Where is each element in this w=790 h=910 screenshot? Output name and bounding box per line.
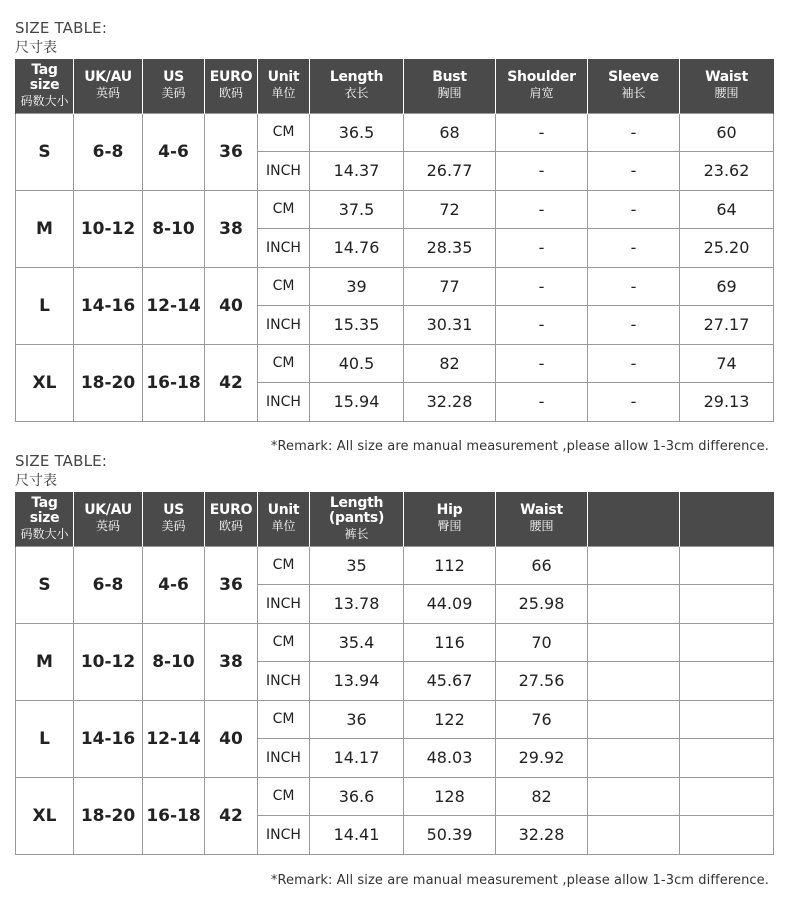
- measurement-cell: 68: [404, 113, 496, 152]
- measurement-cell: 23.62: [680, 152, 774, 191]
- measurement-cell: 13.78: [310, 585, 404, 624]
- euro-cell: 38: [205, 623, 258, 700]
- column-header-label-cn: 码数大小: [20, 93, 69, 108]
- size-table-bottom: [15, 451, 773, 855]
- us-cell: 8-10: [143, 190, 205, 267]
- measurement-cell: 48.03: [404, 739, 496, 778]
- column-header-label-cn: 袖长: [621, 86, 646, 101]
- unit-cell: INCH: [258, 383, 310, 422]
- measurement-cell: [680, 777, 774, 816]
- unit-cell: INCH: [258, 306, 310, 345]
- column-header-label: Sleeve: [608, 69, 659, 86]
- measurement-cell: 27.17: [680, 306, 774, 345]
- column-header: [143, 492, 205, 546]
- unit-cell: INCH: [258, 662, 310, 701]
- unit-cell: CM: [258, 777, 310, 816]
- column-header-label-cn: 肩宽: [529, 86, 554, 101]
- unit-cell: CM: [258, 113, 310, 152]
- measurement-cell: [588, 546, 680, 585]
- column-header: [310, 59, 404, 113]
- uk-au-cell: 6-8: [74, 113, 143, 190]
- measurement-cell: 72: [404, 190, 496, 229]
- column-header-label: Length: [329, 494, 384, 511]
- table-row: [16, 777, 774, 816]
- measurement-cell: 14.37: [310, 152, 404, 191]
- measurement-cell: 30.31: [404, 306, 496, 345]
- euro-cell: 42: [205, 777, 258, 854]
- measurement-cell: -: [496, 306, 588, 345]
- us-cell: 12-14: [143, 267, 205, 344]
- unit-cell: INCH: [258, 152, 310, 191]
- column-header-label-cn: 欧码: [218, 519, 243, 534]
- measurement-cell: 15.35: [310, 306, 404, 345]
- measurement-cell: [680, 700, 774, 739]
- remark-note: *Remark: All size are manual measurement ,please allow 1-3cm difference.: [270, 873, 769, 888]
- uk-au-cell: 18-20: [74, 777, 143, 854]
- measurement-cell: 35: [310, 546, 404, 585]
- column-header: [16, 492, 74, 546]
- column-header: [258, 492, 310, 546]
- column-header: [496, 59, 588, 113]
- size-table-title-cn: 尺寸表: [15, 40, 57, 56]
- measurement-cell: [680, 585, 774, 624]
- measurement-cell: 40.5: [310, 344, 404, 383]
- uk-au-cell: 18-20: [74, 344, 143, 421]
- unit-cell: INCH: [258, 229, 310, 268]
- size-table-title: SIZE TABLE:: [15, 19, 108, 37]
- measurement-cell: -: [588, 306, 680, 345]
- measurement-cell: 32.28: [496, 816, 588, 855]
- us-cell: 12-14: [143, 700, 205, 777]
- column-header: [143, 59, 205, 113]
- column-header-label: Tag size: [29, 61, 60, 93]
- measurement-cell: 116: [404, 623, 496, 662]
- unit-cell: CM: [258, 190, 310, 229]
- measurement-cell: -: [496, 113, 588, 152]
- table-row: [16, 700, 774, 739]
- measurement-cell: 14.17: [310, 739, 404, 778]
- column-header-label: Waist: [705, 69, 748, 86]
- column-header-label-cn: 胸围: [437, 86, 462, 101]
- column-header-label: Waist: [520, 502, 563, 519]
- measurement-cell: 26.77: [404, 152, 496, 191]
- measurement-cell: 50.39: [404, 816, 496, 855]
- column-header: [496, 492, 588, 546]
- measurement-cell: 25.98: [496, 585, 588, 624]
- column-header-label: UK/AU: [84, 502, 132, 519]
- column-header-label-cn: 单位: [271, 86, 296, 101]
- column-header-label: Unit: [267, 502, 300, 519]
- column-header-label: EURO: [209, 69, 253, 86]
- measurement-cell: 60: [680, 113, 774, 152]
- measurement-cell: -: [588, 113, 680, 152]
- uk-au-cell: 10-12: [74, 623, 143, 700]
- measurement-cell: -: [496, 267, 588, 306]
- unit-cell: CM: [258, 700, 310, 739]
- column-header: [404, 59, 496, 113]
- size-cell: S: [16, 546, 74, 623]
- column-header-label-cn: 英码: [95, 86, 120, 101]
- measurement-cell: [588, 700, 680, 739]
- measurement-cell: -: [588, 383, 680, 422]
- column-header-label: Bust: [432, 69, 467, 86]
- euro-cell: 40: [205, 267, 258, 344]
- column-header: [74, 59, 143, 113]
- measurement-cell: -: [496, 344, 588, 383]
- measurement-cell: [588, 777, 680, 816]
- measurement-cell: -: [588, 267, 680, 306]
- table-row: [16, 546, 774, 585]
- measurement-cell: 45.67: [404, 662, 496, 701]
- measurement-cell: 39: [310, 267, 404, 306]
- measurement-cell: 66: [496, 546, 588, 585]
- measurement-cell: 82: [496, 777, 588, 816]
- measurement-cell: 122: [404, 700, 496, 739]
- measurement-cell: [680, 739, 774, 778]
- unit-cell: CM: [258, 267, 310, 306]
- measurement-cell: [680, 546, 774, 585]
- uk-au-cell: 14-16: [74, 700, 143, 777]
- table-row: [16, 623, 774, 662]
- us-cell: 8-10: [143, 623, 205, 700]
- column-header-label: Hip: [436, 502, 463, 519]
- size-cell: XL: [16, 344, 74, 421]
- table-row: [16, 267, 774, 306]
- measurement-cell: 37.5: [310, 190, 404, 229]
- measurement-cell: [588, 623, 680, 662]
- column-header-label-cn: 美码: [161, 519, 186, 534]
- column-header-label-cn: 臀围: [437, 519, 462, 534]
- euro-cell: 40: [205, 700, 258, 777]
- measurement-cell: -: [496, 152, 588, 191]
- column-header: [74, 492, 143, 546]
- size-cell: L: [16, 700, 74, 777]
- unit-cell: INCH: [258, 585, 310, 624]
- column-header-label: Length: [329, 69, 384, 86]
- euro-cell: 38: [205, 190, 258, 267]
- size-table-title: SIZE TABLE:: [15, 452, 108, 470]
- column-header-label-cn: 码数大小: [20, 526, 69, 541]
- column-header-label-cn: 欧码: [218, 86, 243, 101]
- measurement-cell: 28.35: [404, 229, 496, 268]
- measurement-cell: 128: [404, 777, 496, 816]
- measurement-cell: 27.56: [496, 662, 588, 701]
- size-cell: M: [16, 623, 74, 700]
- column-header-label-cn: 腰围: [529, 519, 554, 534]
- measurement-cell: 36.5: [310, 113, 404, 152]
- measurement-cell: -: [588, 152, 680, 191]
- measurement-cell: 44.09: [404, 585, 496, 624]
- column-header: [258, 59, 310, 113]
- measurement-cell: 64: [680, 190, 774, 229]
- euro-cell: 36: [205, 113, 258, 190]
- measurement-cell: [588, 816, 680, 855]
- column-header: [205, 492, 258, 546]
- size-table-grid: [15, 492, 774, 855]
- column-header-label: Shoulder: [507, 69, 576, 86]
- column-header-label: Unit: [267, 69, 300, 86]
- measurement-cell: -: [496, 383, 588, 422]
- column-header: [16, 59, 74, 113]
- remark-note: *Remark: All size are manual measurement ,please allow 1-3cm difference.: [270, 439, 769, 454]
- euro-cell: 42: [205, 344, 258, 421]
- measurement-cell: -: [588, 190, 680, 229]
- measurement-cell: -: [588, 229, 680, 268]
- measurement-cell: [588, 662, 680, 701]
- column-header-label-cn: 腰围: [714, 86, 739, 101]
- unit-cell: CM: [258, 623, 310, 662]
- table-row: [16, 344, 774, 383]
- column-header-label: UK/AU: [84, 69, 132, 86]
- measurement-cell: 25.20: [680, 229, 774, 268]
- measurement-cell: 13.94: [310, 662, 404, 701]
- measurement-cell: -: [496, 190, 588, 229]
- measurement-cell: 112: [404, 546, 496, 585]
- column-header-label: Tag size: [29, 494, 60, 526]
- measurement-cell: 70: [496, 623, 588, 662]
- column-header: [588, 59, 680, 113]
- measurement-cell: 36.6: [310, 777, 404, 816]
- measurement-cell: 76: [496, 700, 588, 739]
- size-table-title-cn: 尺寸表: [15, 473, 57, 489]
- size-cell: S: [16, 113, 74, 190]
- measurement-cell: -: [496, 229, 588, 268]
- measurement-cell: [680, 816, 774, 855]
- uk-au-cell: 10-12: [74, 190, 143, 267]
- unit-cell: CM: [258, 344, 310, 383]
- column-header-label: US: [163, 502, 184, 519]
- size-table-top: [15, 18, 773, 422]
- size-cell: XL: [16, 777, 74, 854]
- column-header-label-cn: 单位: [271, 519, 296, 534]
- measurement-cell: -: [588, 344, 680, 383]
- size-cell: L: [16, 267, 74, 344]
- column-header: [588, 492, 680, 546]
- column-header: [680, 59, 774, 113]
- measurement-cell: 29.13: [680, 383, 774, 422]
- uk-au-cell: 6-8: [74, 546, 143, 623]
- measurement-cell: 14.41: [310, 816, 404, 855]
- measurement-cell: 74: [680, 344, 774, 383]
- column-header: [404, 492, 496, 546]
- uk-au-cell: 14-16: [74, 267, 143, 344]
- measurement-cell: [588, 739, 680, 778]
- table-row: [16, 113, 774, 152]
- unit-cell: INCH: [258, 739, 310, 778]
- size-cell: M: [16, 190, 74, 267]
- us-cell: 4-6: [143, 546, 205, 623]
- us-cell: 16-18: [143, 777, 205, 854]
- column-header: [680, 492, 774, 546]
- measurement-cell: 29.92: [496, 739, 588, 778]
- measurement-cell: 35.4: [310, 623, 404, 662]
- column-header-label-cn: 衣长: [344, 86, 369, 101]
- measurement-cell: 77: [404, 267, 496, 306]
- column-header-label-cn: 英码: [95, 519, 120, 534]
- measurement-cell: 36: [310, 700, 404, 739]
- size-table-grid: [15, 59, 774, 422]
- table-row: [16, 190, 774, 229]
- unit-cell: CM: [258, 546, 310, 585]
- column-header-label: US: [163, 69, 184, 86]
- measurement-cell: [680, 662, 774, 701]
- column-header-label-cn: 美码: [161, 86, 186, 101]
- column-header-label-cn: 裤长: [344, 526, 369, 541]
- column-header-label: EURO: [209, 502, 253, 519]
- measurement-cell: 32.28: [404, 383, 496, 422]
- measurement-cell: 15.94: [310, 383, 404, 422]
- column-header: [205, 59, 258, 113]
- unit-cell: INCH: [258, 816, 310, 855]
- measurement-cell: [588, 585, 680, 624]
- us-cell: 4-6: [143, 113, 205, 190]
- euro-cell: 36: [205, 546, 258, 623]
- us-cell: 16-18: [143, 344, 205, 421]
- measurement-cell: 14.76: [310, 229, 404, 268]
- measurement-cell: 82: [404, 344, 496, 383]
- column-header-label: (pants): [328, 509, 385, 526]
- measurement-cell: 69: [680, 267, 774, 306]
- measurement-cell: [680, 623, 774, 662]
- column-header: [310, 492, 404, 546]
